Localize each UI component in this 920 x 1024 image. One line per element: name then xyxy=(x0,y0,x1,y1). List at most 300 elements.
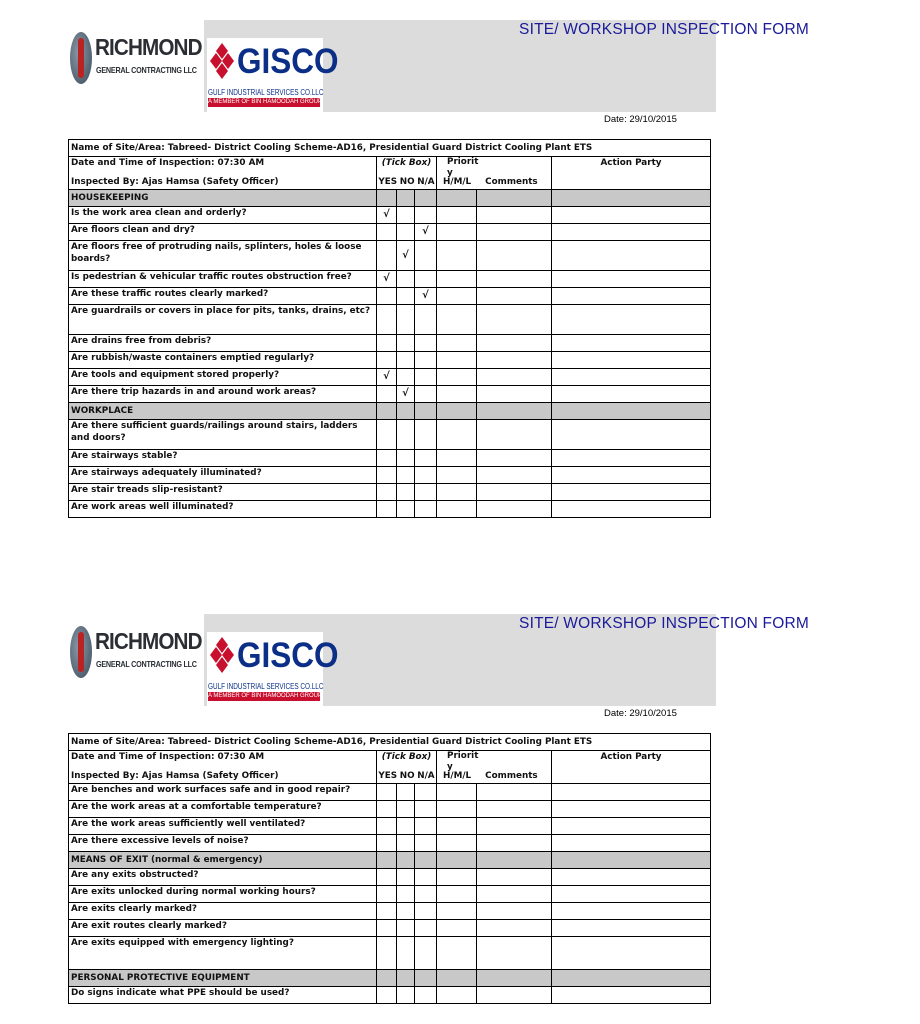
action-party-header: Action Party xyxy=(552,751,711,784)
section-row xyxy=(69,852,711,869)
section-empty-cell xyxy=(397,970,415,987)
tick-cell-no[interactable] xyxy=(397,224,415,241)
checklist-question: Are tools and equipment stored properly? xyxy=(69,369,377,386)
tick-mark-icon: √ xyxy=(422,226,429,237)
section-heading: HOUSEKEEPING xyxy=(69,190,377,207)
priority-cell[interactable] xyxy=(437,207,477,224)
section-empty-cell xyxy=(437,190,477,207)
tick-cell-na[interactable] xyxy=(415,501,437,518)
tick-cell-yes[interactable] xyxy=(377,784,397,801)
comments-cell[interactable] xyxy=(477,801,552,818)
tick-cell-no[interactable] xyxy=(397,288,415,305)
form-title: SITE/ WORKSHOP INSPECTION FORM xyxy=(519,615,809,632)
gisco-logo-name: GISCO xyxy=(237,636,339,675)
header-row xyxy=(69,157,711,190)
checklist-row xyxy=(69,271,711,288)
priority-cell[interactable] xyxy=(437,271,477,288)
checklist-question: Are there excessive levels of noise? xyxy=(69,835,377,852)
tick-cell-no[interactable] xyxy=(397,271,415,288)
tick-mark-icon: √ xyxy=(383,371,390,382)
comments-cell[interactable] xyxy=(477,467,552,484)
tick-cell-na[interactable] xyxy=(415,224,437,241)
inspected-by: Inspected By: Ajas Hamsa (Safety Officer) xyxy=(71,177,279,187)
tick-cell-no[interactable] xyxy=(397,305,415,335)
header-info-cell xyxy=(69,157,377,190)
tick-mark-icon: √ xyxy=(383,209,390,220)
priority-cell[interactable] xyxy=(437,869,477,886)
tick-cell-no[interactable] xyxy=(397,818,415,835)
gisco-logo-tagline: A MEMBER OF BIN HAMOODAH GROUP xyxy=(208,693,323,699)
checklist-question: Are floors free of protruding nails, splinters, holes & loose boards? xyxy=(69,241,377,271)
tick-cell-na[interactable] xyxy=(415,937,437,970)
checklist-row xyxy=(69,369,711,386)
tick-cell-na[interactable] xyxy=(415,467,437,484)
col-hml-label: H/M/L xyxy=(443,177,472,187)
checklist-row xyxy=(69,937,711,970)
checklist-row xyxy=(69,886,711,903)
checklist-question: Are work areas well illuminated? xyxy=(69,501,377,518)
checklist-question: Are exit routes clearly marked? xyxy=(69,920,377,937)
checklist-row xyxy=(69,869,711,886)
tick-cell-no[interactable] xyxy=(397,903,415,920)
section-empty-cell xyxy=(397,852,415,869)
action-party-cell[interactable] xyxy=(552,869,711,886)
comments-cell[interactable] xyxy=(477,987,552,1004)
tick-cell-no[interactable] xyxy=(397,801,415,818)
tick-cell-yes[interactable] xyxy=(377,987,397,1004)
tick-cell-na[interactable] xyxy=(415,207,437,224)
checklist-row xyxy=(69,784,711,801)
tick-cell-na[interactable] xyxy=(415,987,437,1004)
priority-cell[interactable] xyxy=(437,501,477,518)
checklist-row xyxy=(69,467,711,484)
action-party-cell[interactable] xyxy=(552,450,711,467)
priority-cell[interactable] xyxy=(437,886,477,903)
checklist-row xyxy=(69,484,711,501)
col-hml-label: H/M/L xyxy=(443,771,472,781)
section-empty-cell xyxy=(437,852,477,869)
action-party-cell[interactable] xyxy=(552,271,711,288)
tick-cell-no[interactable] xyxy=(397,835,415,852)
tick-cell-na[interactable] xyxy=(415,484,437,501)
comments-cell[interactable] xyxy=(477,241,552,271)
form-title: SITE/ WORKSHOP INSPECTION FORM xyxy=(519,21,809,38)
action-party-cell[interactable] xyxy=(552,369,711,386)
checklist-row xyxy=(69,450,711,467)
checklist-row xyxy=(69,501,711,518)
gisco-logo-subtitle: GULF INDUSTRIAL SERVICES CO.LLC xyxy=(208,88,324,97)
section-empty-cell xyxy=(477,970,552,987)
tick-cell-no[interactable] xyxy=(397,784,415,801)
action-party-header: Action Party xyxy=(552,157,711,190)
tick-cell-yes[interactable] xyxy=(377,937,397,970)
action-party-cell[interactable] xyxy=(552,224,711,241)
tick-cell-no[interactable] xyxy=(397,920,415,937)
comments-cell[interactable] xyxy=(477,835,552,852)
priority-cell[interactable] xyxy=(437,903,477,920)
comments-cell[interactable] xyxy=(477,886,552,903)
tick-cell-yes[interactable] xyxy=(377,869,397,886)
checklist-row xyxy=(69,352,711,369)
checklist-question: Are the work areas sufficiently well ventilated? xyxy=(69,818,377,835)
action-party-cell[interactable] xyxy=(552,241,711,271)
checklist-row xyxy=(69,386,711,403)
comments-cell[interactable] xyxy=(477,937,552,970)
site-row xyxy=(69,140,711,157)
priority-cell[interactable] xyxy=(437,305,477,335)
priority-label: Priorit y xyxy=(447,751,479,772)
tick-cell-yes[interactable] xyxy=(377,241,397,271)
section-empty-cell xyxy=(477,852,552,869)
action-party-cell[interactable] xyxy=(552,937,711,970)
inspection-date: Date: 29/10/2015 xyxy=(604,114,677,125)
header-info-cell xyxy=(69,751,377,784)
tick-cell-yes[interactable] xyxy=(377,886,397,903)
tick-cell-na[interactable] xyxy=(415,818,437,835)
tick-cell-yes[interactable] xyxy=(377,420,397,450)
comments-cell[interactable] xyxy=(477,869,552,886)
tick-cell-no[interactable] xyxy=(397,869,415,886)
priority-cell[interactable] xyxy=(437,801,477,818)
col-na-label: N/A xyxy=(417,771,435,781)
tick-cell-na[interactable] xyxy=(415,288,437,305)
tick-cell-na[interactable] xyxy=(415,271,437,288)
priority-cell[interactable] xyxy=(437,937,477,970)
checklist-question: Are these traffic routes clearly marked? xyxy=(69,288,377,305)
tick-cell-no[interactable] xyxy=(397,241,415,271)
inspection-form-page-2 xyxy=(0,594,809,1024)
action-party-cell[interactable] xyxy=(552,920,711,937)
tick-cell-no[interactable] xyxy=(397,467,415,484)
tick-cell-na[interactable] xyxy=(415,920,437,937)
checklist-row xyxy=(69,835,711,852)
checklist-question: Is the work area clean and orderly? xyxy=(69,207,377,224)
tick-cell-yes[interactable] xyxy=(377,352,397,369)
checklist-question: Are stair treads slip-resistant? xyxy=(69,484,377,501)
checklist-row xyxy=(69,305,711,335)
tick-cell-yes[interactable] xyxy=(377,818,397,835)
tick-cell-no[interactable] xyxy=(397,335,415,352)
checklist-question: Are exits unlocked during normal working hours? xyxy=(69,886,377,903)
priority-cell[interactable] xyxy=(437,467,477,484)
priority-cell[interactable] xyxy=(437,784,477,801)
action-party-cell[interactable] xyxy=(552,420,711,450)
inspection-datetime: Date and Time of Inspection: 07:30 AM xyxy=(71,158,265,168)
comments-cell[interactable] xyxy=(477,920,552,937)
checklist-question: Are floors clean and dry? xyxy=(69,224,377,241)
tick-cell-no[interactable] xyxy=(397,450,415,467)
tick-cell-no[interactable] xyxy=(397,484,415,501)
action-party-cell[interactable] xyxy=(552,386,711,403)
tick-cell-no[interactable] xyxy=(397,937,415,970)
comments-cell[interactable] xyxy=(477,352,552,369)
gisco-diamonds-icon xyxy=(209,635,235,677)
col-comments-label: Comments xyxy=(485,177,538,187)
checklist-row xyxy=(69,920,711,937)
tick-cell-no[interactable] xyxy=(397,886,415,903)
section-empty-cell xyxy=(415,403,437,420)
checklist-row xyxy=(69,241,711,271)
comments-cell[interactable] xyxy=(477,784,552,801)
checklist-question: Are there trip hazards in and around work areas? xyxy=(69,386,377,403)
tick-cell-yes[interactable] xyxy=(377,335,397,352)
tick-cell-na[interactable] xyxy=(415,335,437,352)
tick-cell-yes[interactable] xyxy=(377,271,397,288)
tickbox-header xyxy=(377,751,437,784)
checklist-question: Are guardrails or covers in place for pits, tanks, drains, etc? xyxy=(69,305,377,335)
tick-cell-na[interactable] xyxy=(415,369,437,386)
section-empty-cell xyxy=(552,190,711,207)
priority-column-labels xyxy=(443,770,551,782)
section-row xyxy=(69,970,711,987)
comments-cell[interactable] xyxy=(477,420,552,450)
section-empty-cell xyxy=(552,852,711,869)
tick-cell-yes[interactable] xyxy=(377,450,397,467)
section-empty-cell xyxy=(415,190,437,207)
inspection-datetime: Date and Time of Inspection: 07:30 AM xyxy=(71,752,265,762)
action-party-cell[interactable] xyxy=(552,305,711,335)
tick-cell-na[interactable] xyxy=(415,305,437,335)
richmond-emblem-icon xyxy=(70,626,92,678)
section-empty-cell xyxy=(377,970,397,987)
tickbox-label: (Tick Box) xyxy=(381,158,432,168)
tick-cell-na[interactable] xyxy=(415,784,437,801)
tick-cell-yes[interactable] xyxy=(377,835,397,852)
checklist-question: Are there sufficient guards/railings around stairs, ladders and doors? xyxy=(69,420,377,450)
tick-cell-no[interactable] xyxy=(397,987,415,1004)
priority-cell[interactable] xyxy=(437,241,477,271)
priority-header xyxy=(437,157,552,190)
section-heading: WORKPLACE xyxy=(69,403,377,420)
gisco-logo xyxy=(207,38,339,112)
priority-cell[interactable] xyxy=(437,484,477,501)
comments-cell[interactable] xyxy=(477,484,552,501)
inspected-by: Inspected By: Ajas Hamsa (Safety Officer) xyxy=(71,771,279,781)
header-row xyxy=(69,751,711,784)
comments-cell[interactable] xyxy=(477,335,552,352)
comments-cell[interactable] xyxy=(477,501,552,518)
action-party-cell[interactable] xyxy=(552,886,711,903)
tick-cell-yes[interactable] xyxy=(377,903,397,920)
action-party-cell[interactable] xyxy=(552,987,711,1004)
col-yes-label: YES xyxy=(378,771,398,781)
section-empty-cell xyxy=(552,970,711,987)
tick-mark-icon: √ xyxy=(383,273,390,284)
checklist-question: Are exits equipped with emergency lighting? xyxy=(69,937,377,970)
tick-cell-no[interactable] xyxy=(397,420,415,450)
inspection-form-page-1 xyxy=(0,0,809,560)
tick-cell-yes[interactable] xyxy=(377,386,397,403)
section-heading: MEANS OF EXIT (normal & emergency) xyxy=(69,852,377,869)
checklist-question: Do signs indicate what PPE should be used? xyxy=(69,987,377,1004)
checklist-question: Are exits clearly marked? xyxy=(69,903,377,920)
comments-cell[interactable] xyxy=(477,224,552,241)
checklist-row xyxy=(69,903,711,920)
richmond-logo-name: RICHMOND xyxy=(95,628,202,654)
section-empty-cell xyxy=(377,190,397,207)
inspection-date: Date: 29/10/2015 xyxy=(604,708,677,719)
site-area-cell: Name of Site/Area: Tabreed- District Cooling Scheme-AD16, Presidential Guard District Cooling Plant ETS xyxy=(69,734,711,751)
action-party-cell[interactable] xyxy=(552,784,711,801)
richmond-logo-subtitle: GENERAL CONTRACTING LLC xyxy=(96,65,197,75)
section-empty-cell xyxy=(415,852,437,869)
priority-cell[interactable] xyxy=(437,352,477,369)
tick-cell-na[interactable] xyxy=(415,869,437,886)
action-party-cell[interactable] xyxy=(552,484,711,501)
action-party-cell[interactable] xyxy=(552,801,711,818)
action-party-cell[interactable] xyxy=(552,835,711,852)
richmond-logo xyxy=(68,28,202,90)
action-party-cell[interactable] xyxy=(552,288,711,305)
richmond-logo-name: RICHMOND xyxy=(95,34,202,60)
section-empty-cell xyxy=(477,403,552,420)
col-no-label: NO xyxy=(399,771,415,781)
col-no-label: NO xyxy=(399,177,415,187)
tick-cell-no[interactable] xyxy=(397,386,415,403)
checklist-row xyxy=(69,420,711,450)
tick-cell-yes[interactable] xyxy=(377,224,397,241)
tick-mark-icon: √ xyxy=(402,388,409,399)
richmond-emblem-icon xyxy=(70,32,92,84)
action-party-cell[interactable] xyxy=(552,467,711,484)
checklist-row xyxy=(69,818,711,835)
checklist-question: Are any exits obstructed? xyxy=(69,869,377,886)
priority-cell[interactable] xyxy=(437,987,477,1004)
gisco-logo-name: GISCO xyxy=(237,42,339,81)
checklist-row xyxy=(69,801,711,818)
section-empty-cell xyxy=(437,403,477,420)
tick-cell-na[interactable] xyxy=(415,801,437,818)
checklist-question: Are drains free from debris? xyxy=(69,335,377,352)
priority-header xyxy=(437,751,552,784)
comments-cell[interactable] xyxy=(477,207,552,224)
comments-cell[interactable] xyxy=(477,271,552,288)
gisco-diamonds-icon xyxy=(209,41,235,83)
tick-cell-yes[interactable] xyxy=(377,305,397,335)
priority-cell[interactable] xyxy=(437,386,477,403)
checklist-question: Are benches and work surfaces safe and in good repair? xyxy=(69,784,377,801)
comments-cell[interactable] xyxy=(477,288,552,305)
tick-cell-na[interactable] xyxy=(415,420,437,450)
checklist-row xyxy=(69,335,711,352)
comments-cell[interactable] xyxy=(477,369,552,386)
col-yes-label: YES xyxy=(378,177,398,187)
richmond-logo-subtitle: GENERAL CONTRACTING LLC xyxy=(96,659,197,669)
comments-cell[interactable] xyxy=(477,386,552,403)
checklist-question: Is pedestrian & vehicular traffic routes obstruction free? xyxy=(69,271,377,288)
tick-cell-yes[interactable] xyxy=(377,369,397,386)
section-empty-cell xyxy=(552,403,711,420)
comments-cell[interactable] xyxy=(477,818,552,835)
priority-cell[interactable] xyxy=(437,335,477,352)
checklist-question: Are stairways stable? xyxy=(69,450,377,467)
priority-cell[interactable] xyxy=(437,288,477,305)
tickbox-label: (Tick Box) xyxy=(381,752,432,762)
priority-cell[interactable] xyxy=(437,818,477,835)
col-comments-label: Comments xyxy=(485,771,538,781)
priority-cell[interactable] xyxy=(437,224,477,241)
action-party-cell[interactable] xyxy=(552,903,711,920)
tick-cell-yes[interactable] xyxy=(377,501,397,518)
section-empty-cell xyxy=(437,970,477,987)
section-row xyxy=(69,190,711,207)
section-empty-cell xyxy=(397,190,415,207)
tick-cell-yes[interactable] xyxy=(377,288,397,305)
section-empty-cell xyxy=(477,190,552,207)
tick-column-labels xyxy=(377,176,436,188)
site-area-cell: Name of Site/Area: Tabreed- District Cooling Scheme-AD16, Presidential Guard District Cooling Plant ETS xyxy=(69,140,711,157)
checklist-question: Are the work areas at a comfortable temperature? xyxy=(69,801,377,818)
gisco-logo xyxy=(207,632,339,706)
section-row xyxy=(69,403,711,420)
tick-cell-na[interactable] xyxy=(415,903,437,920)
checklist-row xyxy=(69,224,711,241)
comments-cell[interactable] xyxy=(477,305,552,335)
tickbox-header xyxy=(377,157,437,190)
priority-column-labels xyxy=(443,176,551,188)
priority-label: Priorit y xyxy=(447,157,479,178)
section-empty-cell xyxy=(377,403,397,420)
richmond-logo xyxy=(68,622,202,684)
section-empty-cell xyxy=(415,970,437,987)
tick-cell-na[interactable] xyxy=(415,241,437,271)
priority-cell[interactable] xyxy=(437,920,477,937)
tick-mark-icon: √ xyxy=(402,249,409,261)
tick-cell-no[interactable] xyxy=(397,369,415,386)
tick-cell-na[interactable] xyxy=(415,886,437,903)
tick-cell-na[interactable] xyxy=(415,835,437,852)
priority-cell[interactable] xyxy=(437,835,477,852)
inspection-table xyxy=(68,733,711,1004)
priority-cell[interactable] xyxy=(437,420,477,450)
section-empty-cell xyxy=(377,852,397,869)
tick-cell-yes[interactable] xyxy=(377,207,397,224)
action-party-cell[interactable] xyxy=(552,818,711,835)
checklist-row xyxy=(69,288,711,305)
tick-column-labels xyxy=(377,770,436,782)
comments-cell[interactable] xyxy=(477,450,552,467)
col-na-label: N/A xyxy=(417,177,435,187)
gisco-logo-tagline: A MEMBER OF BIN HAMOODAH GROUP xyxy=(208,99,323,105)
inspection-table xyxy=(68,139,711,518)
tick-cell-yes[interactable] xyxy=(377,467,397,484)
checklist-row xyxy=(69,987,711,1004)
checklist-row xyxy=(69,207,711,224)
section-heading: PERSONAL PROTECTIVE EQUIPMENT xyxy=(69,970,377,987)
checklist-question: Are rubbish/waste containers emptied regularly? xyxy=(69,352,377,369)
tick-cell-yes[interactable] xyxy=(377,484,397,501)
checklist-question: Are stairways adequately illuminated? xyxy=(69,467,377,484)
comments-cell[interactable] xyxy=(477,903,552,920)
tick-cell-yes[interactable] xyxy=(377,920,397,937)
action-party-cell[interactable] xyxy=(552,352,711,369)
site-row xyxy=(69,734,711,751)
priority-cell[interactable] xyxy=(437,450,477,467)
action-party-cell[interactable] xyxy=(552,335,711,352)
tick-cell-yes[interactable] xyxy=(377,801,397,818)
tick-cell-no[interactable] xyxy=(397,352,415,369)
gisco-logo-subtitle: GULF INDUSTRIAL SERVICES CO.LLC xyxy=(208,682,324,691)
action-party-cell[interactable] xyxy=(552,501,711,518)
tick-cell-na[interactable] xyxy=(415,386,437,403)
priority-cell[interactable] xyxy=(437,369,477,386)
tick-cell-na[interactable] xyxy=(415,352,437,369)
section-empty-cell xyxy=(397,403,415,420)
tick-cell-no[interactable] xyxy=(397,501,415,518)
tick-cell-na[interactable] xyxy=(415,450,437,467)
action-party-cell[interactable] xyxy=(552,207,711,224)
tick-cell-no[interactable] xyxy=(397,207,415,224)
